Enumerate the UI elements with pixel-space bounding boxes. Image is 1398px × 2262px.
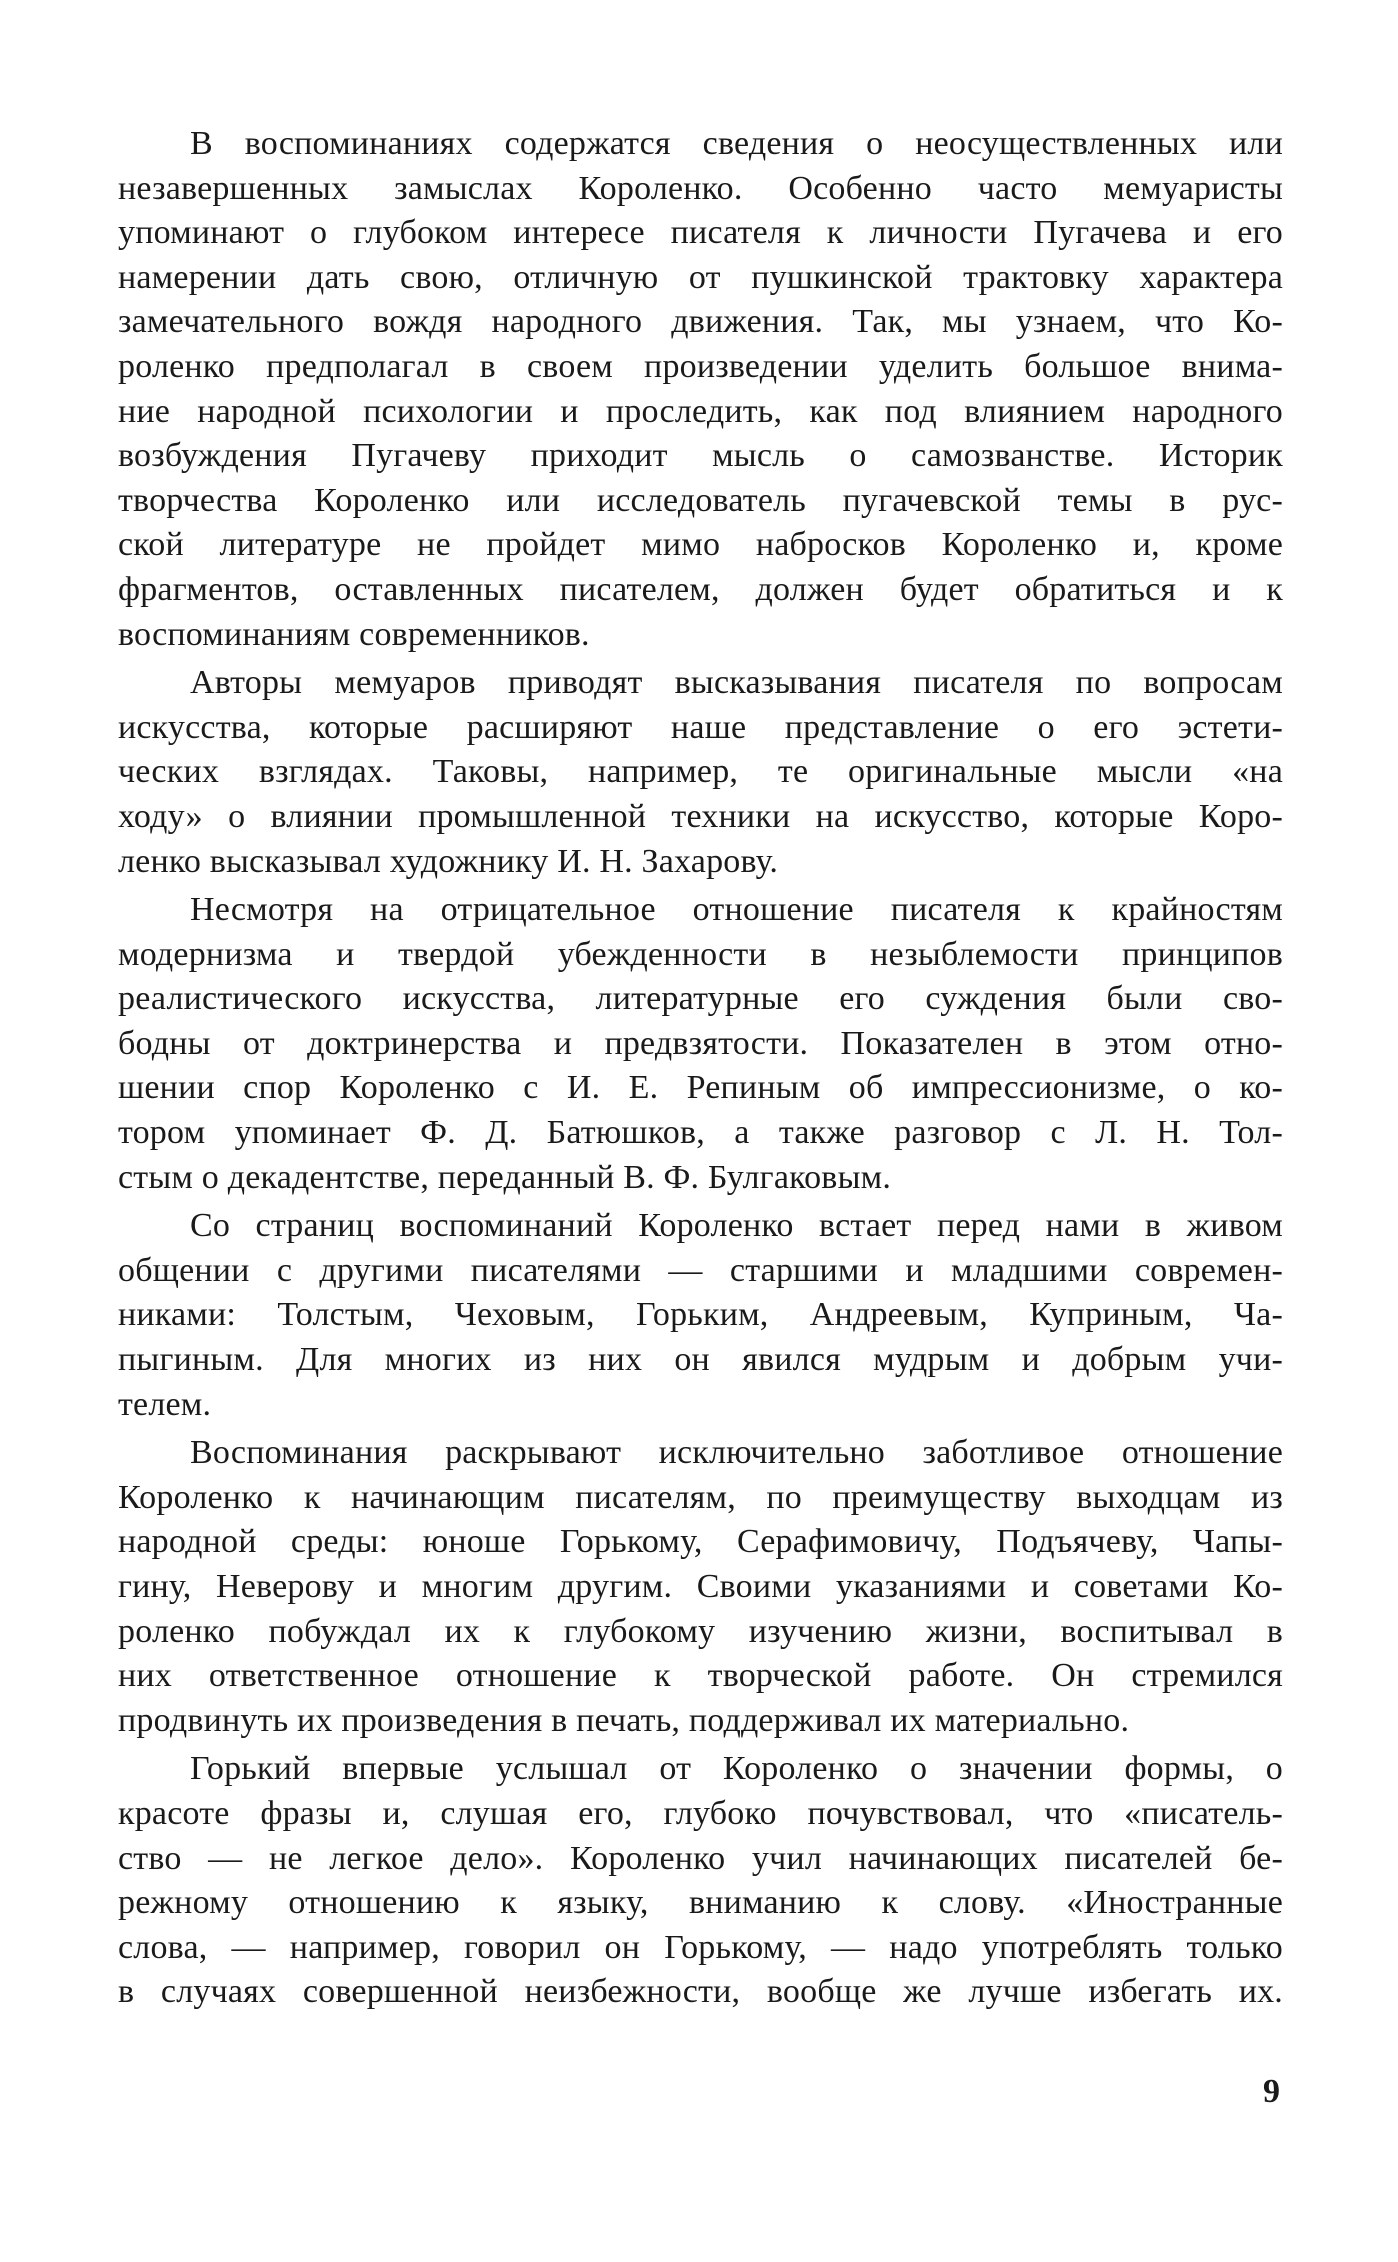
text-line: искусства, которые расширяют наше представление о его эстети-	[118, 708, 1283, 746]
text-line: роленко предполагал в своем произведении уделить большое внима-	[118, 347, 1283, 385]
text-line: общении с другими писателями — старшими и младшими современ-	[118, 1251, 1283, 1289]
paragraph-4	[118, 1204, 1283, 1427]
paragraph-1	[118, 122, 1283, 657]
text-line: Воспоминания раскрывают исключительно заботливое отношение	[190, 1434, 1283, 1472]
text-line: намерении дать свою, отличную от пушкинской трактовку характера	[118, 258, 1283, 296]
text-line: замечательного вождя народного движения. Так, мы узнаем, что Ко-	[118, 303, 1283, 341]
text-line: гину, Неверову и многим другим. Своими указаниями и советами Ко-	[118, 1568, 1283, 1605]
text-line: Авторы мемуаров приводят высказывания писателя по вопросам	[190, 664, 1283, 702]
paragraph-3	[118, 888, 1283, 1200]
text-line: в случаях совершенной неизбежности, вообще же лучше избегать их.	[118, 1973, 1283, 2011]
text-line: ние народной психологии и проследить, как под влиянием народного	[118, 392, 1283, 430]
text-line: ство — не легкое дело». Короленко учил начинающих писателей бе-	[118, 1839, 1283, 1877]
paragraph-6	[118, 1747, 1283, 2015]
text-line: народной среды: юноше Горькому, Серафимовичу, Подъячеву, Чапы-	[118, 1523, 1283, 1561]
text-line: пыгиным. Для многих из них он явился мудрым и добрым учи-	[118, 1341, 1283, 1379]
text-line: ленко высказывал художнику И. Н. Захарову.	[118, 842, 779, 880]
text-line: Короленко к начинающим писателям, по преимуществу выходцам из	[118, 1478, 1283, 1516]
text-line: слова, — например, говорил он Горькому, — надо употреблять только	[118, 1928, 1283, 1966]
text-line: стым о декадентстве, переданный В. Ф. Булгаковым.	[118, 1158, 892, 1196]
text-line: роленко побуждал их к глубокому изучению жизни, воспитывал в	[118, 1612, 1283, 1650]
text-line: шении спор Короленко с И. Е. Репиным об импрессионизме, о ко-	[118, 1069, 1283, 1107]
text-line: ческих взглядах. Таковы, например, те оригинальные мысли «на	[118, 753, 1283, 791]
text-line: Горький впервые услышал от Короленко о значении формы, о	[190, 1750, 1283, 1788]
text-line: В воспоминаниях содержатся сведения о неосуществленных или	[190, 125, 1283, 162]
text-line: Со страниц воспоминаний Короленко встает перед нами в живом	[190, 1207, 1283, 1245]
page-number: 9	[1263, 2073, 1280, 2110]
text-line: фрагментов, оставленных писателем, должен будет обратиться и к	[118, 570, 1283, 608]
text-line: режному отношению к языку, вниманию к слову. «Иностранные	[118, 1884, 1283, 1922]
text-line: ходу» о влиянии промышленной техники на искусство, которые Коро-	[118, 797, 1283, 835]
text-line: красоте фразы и, слушая его, глубоко почувствовал, что «писатель-	[118, 1794, 1283, 1832]
text-line: Несмотря на отрицательное отношение писателя к крайностям	[190, 891, 1283, 929]
paragraph-5	[118, 1431, 1283, 1743]
text-line: них ответственное отношение к творческой работе. Он стремился	[118, 1657, 1283, 1695]
text-line: упоминают о глубоком интересе писателя к личности Пугачева и его	[118, 214, 1283, 252]
paragraph-2	[118, 661, 1283, 884]
text-line: телем.	[118, 1385, 212, 1423]
text-line: ской литературе не пройдет мимо набросков Короленко и, кроме	[118, 526, 1283, 564]
text-line: модернизма и твердой убежденности в незыблемости принципов	[118, 935, 1283, 973]
main-text	[118, 122, 1283, 2019]
text-line: тором упоминает Ф. Д. Батюшков, а также разговор с Л. Н. Тол-	[118, 1114, 1283, 1152]
text-line: продвинуть их произведения в печать, поддерживал их материально.	[118, 1701, 1130, 1739]
text-line: воспоминаниям современников.	[118, 615, 590, 653]
text-line: творчества Короленко или исследователь пугачевской темы в рус-	[118, 481, 1283, 519]
text-line: никами: Толстым, Чеховым, Горьким, Андреевым, Куприным, Ча-	[118, 1296, 1283, 1334]
text-line: реалистического искусства, литературные его суждения были сво-	[118, 980, 1283, 1018]
text-line: незавершенных замыслах Короленко. Особенно часто мемуаристы	[118, 169, 1283, 207]
text-line: возбуждения Пугачеву приходит мысль о самозванстве. Историк	[118, 437, 1283, 475]
text-line: бодны от доктринерства и предвзятости. Показателен в этом отно-	[118, 1024, 1283, 1062]
